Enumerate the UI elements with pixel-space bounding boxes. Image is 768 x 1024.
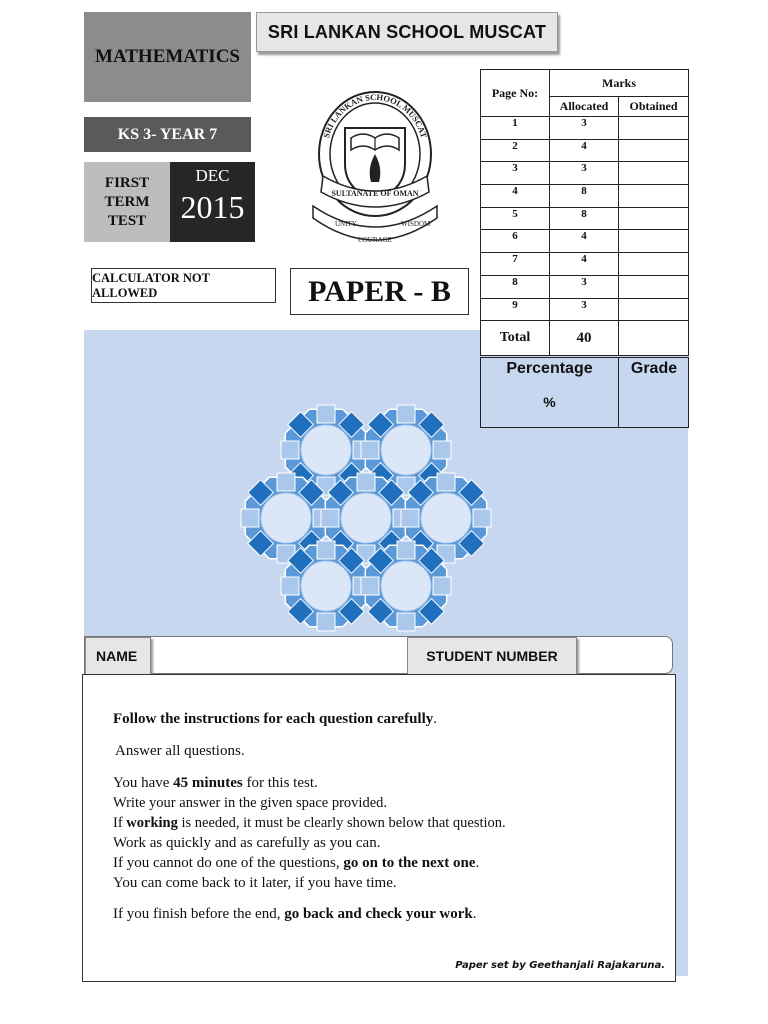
circle-tile — [301, 425, 351, 475]
circle-tile — [381, 561, 431, 611]
name-field[interactable] — [153, 641, 403, 671]
marks-cell-allocated: 8 — [550, 207, 619, 230]
marks-row — [481, 230, 689, 253]
square-tile — [361, 577, 379, 595]
square-tile — [397, 405, 415, 423]
instruction-line: If you finish before the end, go back and check your work. — [113, 906, 477, 922]
circle-tile — [381, 425, 431, 475]
logo-motto-left: UNITY — [335, 220, 357, 228]
col-obtained-header: Obtained — [619, 97, 689, 117]
paper-credit: Paper set by Geethanjali Rajakaruna. — [455, 960, 665, 971]
marks-cell-page: 8 — [481, 275, 550, 298]
term-line-2: TERM — [104, 193, 150, 210]
square-tile — [397, 613, 415, 631]
circle-tile — [301, 561, 351, 611]
percentage-cell — [481, 358, 619, 427]
instruction-line: Answer all questions. — [115, 743, 245, 759]
subject-label: MATHEMATICS — [84, 12, 251, 102]
student-number-label: STUDENT NUMBER — [407, 637, 577, 675]
square-tile — [357, 473, 375, 491]
marks-cell-obtained[interactable] — [619, 139, 689, 162]
marks-cell-page: 6 — [481, 230, 550, 253]
instruction-heading: Follow the instructions for each question carefully. — [113, 711, 438, 727]
marks-cell-allocated: 3 — [550, 162, 619, 185]
square-tile — [317, 405, 335, 423]
logo-motto-middle: COURAGE — [358, 236, 392, 244]
tessellation-pattern-image — [236, 398, 518, 638]
total-value: 40 — [550, 321, 619, 356]
marks-cell-page: 4 — [481, 185, 550, 208]
paper-label: PAPER - B — [290, 268, 469, 315]
marks-cell-page: 2 — [481, 139, 550, 162]
student-details-bar — [84, 636, 673, 674]
marks-cell-page: 3 — [481, 162, 550, 185]
square-tile — [321, 509, 339, 527]
marks-cell-page: 7 — [481, 253, 550, 276]
circle-tile — [261, 493, 311, 543]
marks-cell-allocated: 4 — [550, 139, 619, 162]
square-tile — [281, 441, 299, 459]
marks-cell-obtained[interactable] — [619, 298, 689, 321]
calculator-note: CALCULATOR NOT ALLOWED — [91, 268, 276, 303]
term-label — [84, 162, 170, 242]
square-tile — [317, 541, 335, 559]
square-tile — [361, 441, 379, 459]
square-tile — [281, 577, 299, 595]
square-tile — [473, 509, 491, 527]
instructions-box — [82, 674, 676, 982]
square-tile — [437, 473, 455, 491]
logo-banner-text: SULTANATE OF OMAN — [331, 189, 419, 198]
square-tile — [277, 473, 295, 491]
marks-cell-obtained[interactable] — [619, 185, 689, 208]
marks-cell-obtained[interactable] — [619, 117, 689, 140]
percent-sign: % — [543, 394, 556, 410]
date-block — [170, 162, 255, 242]
marks-row — [481, 298, 689, 321]
marks-cell-page: 5 — [481, 207, 550, 230]
school-name: SRI LANKAN SCHOOL MUSCAT — [256, 12, 558, 52]
school-crest-logo — [305, 72, 445, 252]
student-number-field[interactable] — [581, 641, 667, 671]
logo-top-text: SRI LANKAN SCHOOL MUSCAT — [320, 91, 430, 140]
marks-cell-allocated: 3 — [550, 275, 619, 298]
percentage-label: Percentage — [506, 360, 593, 377]
marks-row — [481, 117, 689, 140]
circle-tile — [341, 493, 391, 543]
instruction-line: You can come back to it later, if you have time. — [113, 875, 397, 891]
marks-cell-allocated: 4 — [550, 230, 619, 253]
marks-row — [481, 139, 689, 162]
marks-table — [480, 69, 689, 356]
term-line-3: TEST — [107, 212, 147, 229]
marks-cell-page: 9 — [481, 298, 550, 321]
marks-cell-obtained[interactable] — [619, 275, 689, 298]
marks-cell-obtained[interactable] — [619, 207, 689, 230]
name-label: NAME — [85, 637, 151, 675]
col-allocated-header: Allocated — [550, 97, 619, 117]
square-tile — [317, 613, 335, 631]
total-label: Total — [481, 321, 550, 356]
term-line-1: FIRST — [104, 174, 150, 191]
year: 2015 — [180, 189, 245, 225]
marks-cell-obtained[interactable] — [619, 230, 689, 253]
marks-cell-allocated: 3 — [550, 117, 619, 140]
marks-row — [481, 207, 689, 230]
marks-cell-allocated: 3 — [550, 298, 619, 321]
instruction-line: If you cannot do one of the questions, go on to the next one. — [113, 855, 480, 871]
marks-row — [481, 275, 689, 298]
col-marks-header: Marks — [550, 70, 689, 97]
marks-cell-obtained[interactable] — [619, 162, 689, 185]
instruction-line: If working is needed, it must be clearly shown below that question. — [113, 815, 506, 831]
grade-label: Grade — [630, 360, 678, 377]
logo-motto-right: WISDOM — [401, 220, 431, 228]
month: DEC — [195, 166, 230, 185]
marks-row — [481, 162, 689, 185]
square-tile — [397, 541, 415, 559]
instruction-line: You have 45 minutes for this test. — [113, 775, 318, 791]
square-tile — [433, 441, 451, 459]
square-tile — [401, 509, 419, 527]
result-box — [480, 357, 689, 428]
instruction-line: Work as quickly and as carefully as you can. — [113, 835, 381, 851]
marks-cell-obtained[interactable] — [619, 253, 689, 276]
marks-row — [481, 185, 689, 208]
marks-cell-page: 1 — [481, 117, 550, 140]
marks-row — [481, 253, 689, 276]
marks-cell-allocated: 8 — [550, 185, 619, 208]
square-tile — [433, 577, 451, 595]
circle-tile — [421, 493, 471, 543]
instruction-line: Write your answer in the given space provided. — [113, 795, 388, 811]
total-obtained-cell — [619, 321, 689, 356]
square-tile — [241, 509, 259, 527]
marks-cell-allocated: 4 — [550, 253, 619, 276]
col-page-header: Page No: — [481, 70, 550, 117]
level-label: KS 3- YEAR 7 — [84, 117, 251, 152]
